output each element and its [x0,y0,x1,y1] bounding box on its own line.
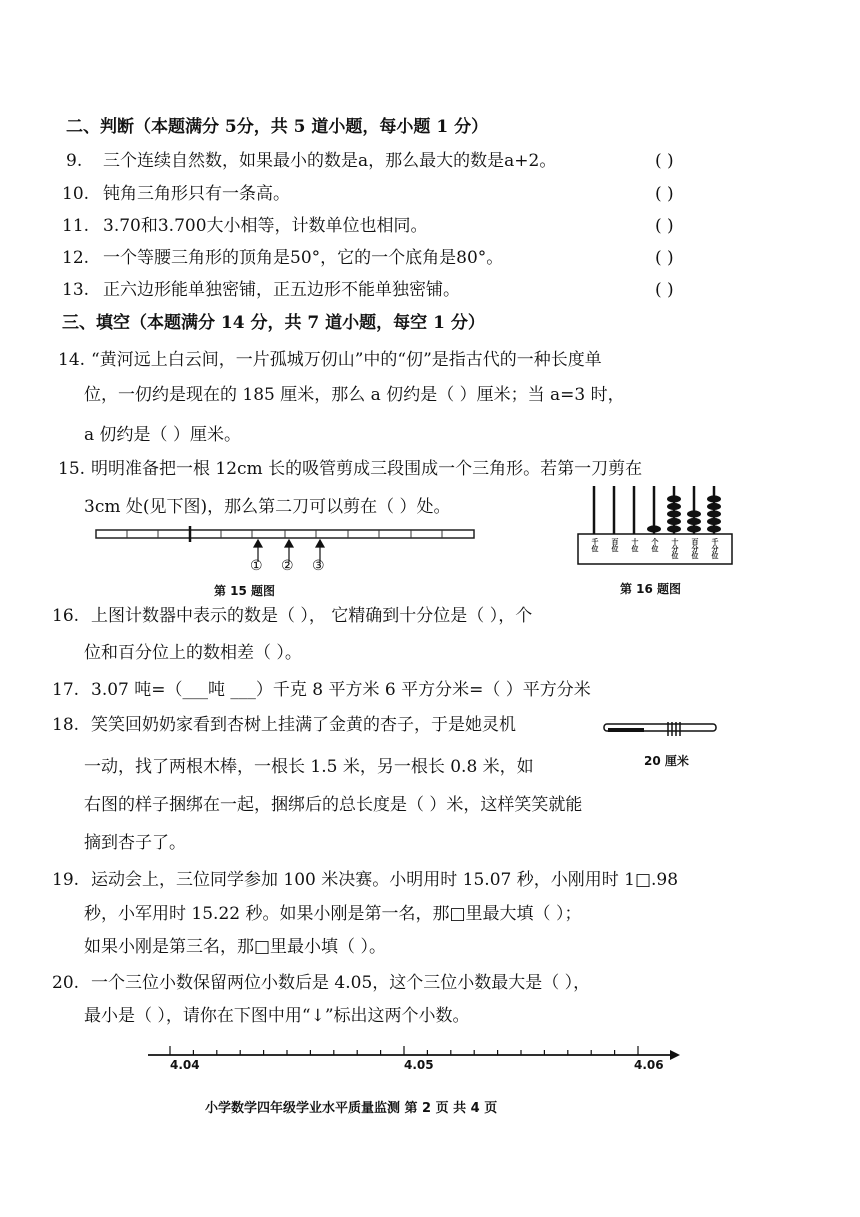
q18-number: 18. [52,715,80,735]
sticks-overlap-label: 20 厘米 [644,754,689,768]
abacus-bead [667,525,681,532]
abacus-bead [707,525,721,532]
abacus-bead [667,518,681,525]
q10-answer-paren[interactable]: ( ) [655,184,674,204]
q15-line2: 3cm 处(见下图)，那么第二刀可以剪在（ ）处。 [84,497,451,517]
abacus-bead [687,518,701,525]
q16-number: 16. [52,606,80,626]
q19-line3: 如果小刚是第三名，那□里最小填（ ）。 [84,937,386,957]
q11-number: 11. [62,216,90,236]
tick-label-4.04: 4.04 [170,1058,200,1072]
straw-marker-2: ② [281,558,294,574]
abacus-bead [707,510,721,517]
abacus-label-thousandths: 千分位 [711,538,719,559]
abacus-bead [667,510,681,517]
q9-answer-paren[interactable]: ( ) [655,151,674,171]
q14-line3: a 仞约是（ ）厘米。 [84,425,241,445]
abacus-label-tens: 十位 [631,538,639,552]
abacus-label-tenths: 十分位 [671,538,679,559]
abacus-bead [707,518,721,525]
q12-text: 一个等腰三角形的顶角是50°，它的一个底角是80°。 [103,248,504,268]
abacus-label-ones: 个位 [651,538,659,552]
abacus-bead [707,503,721,510]
figure-15-caption: 第 15 题图 [214,584,276,598]
q15-number: 15. [58,459,86,479]
section-heading-judgement: 二、判断（本题满分 5分，共 5 道小题，每小题 1 分） [66,117,489,137]
abacus-label-thousands: 千位 [591,538,599,552]
q18-line2: 一动，找了两根木棒，一根长 1.5 米，另一根长 0.8 米，如 [84,757,534,777]
q18-line3: 右图的样子捆绑在一起，捆绑后的总长度是（ ）米，这样笑笑就能 [84,795,583,815]
straw-marker-3: ③ [312,558,325,574]
q11-answer-paren[interactable]: ( ) [655,216,674,236]
abacus-bead [687,525,701,532]
q10-text: 钝角三角形只有一条高。 [103,184,290,204]
q13-answer-paren[interactable]: ( ) [655,280,674,300]
q17-number: 17. [52,680,80,700]
q16-line1: 上图计数器中表示的数是（ ）， 它精确到十分位是（ ），个 [91,606,533,626]
q9-number: 9. [66,151,83,171]
abacus-bead [667,503,681,510]
q19-number: 19. [52,870,80,890]
q9-text: 三个连续自然数，如果最小的数是a，那么最大的数是a+2。 [103,151,557,171]
q14-number: 14. [58,350,86,370]
q20-line2: 最小是（ ），请你在下图中用“↓”标出这两个小数。 [84,1006,470,1026]
abacus-bead [667,495,681,502]
abacus-bead [687,510,701,517]
abacus-label-hundreds: 百位 [611,538,619,552]
q13-text: 正六边形能单独密铺，正五边形不能单独密铺。 [103,280,460,300]
abacus-bead [647,525,661,532]
abacus-bead [707,495,721,502]
q18-line1: 笑笑回奶奶家看到杏树上挂满了金黄的杏子，于是她灵机 [91,715,516,735]
q14-line2: 位，一仞约是现在的 185 厘米，那么 a 仞约是（ ）厘米；当 a=3 时， [84,385,625,405]
q20-number: 20. [52,973,80,993]
sticks-figure [602,720,722,750]
tick-label-4.06: 4.06 [634,1058,664,1072]
q17-text: 3.07 吨=（___吨 ___）千克 8 平方米 6 平方分米=（ ）平方分米 [91,680,591,700]
q11-text: 3.70和3.700大小相等，计数单位也相同。 [103,216,428,236]
section-heading-fill-in: 三、填空（本题满分 14 分，共 7 道小题，每空 1 分） [62,313,485,333]
q12-number: 12. [62,248,90,268]
q15-line1: 明明准备把一根 12cm 长的吸管剪成三段围成一个三角形。若第一刀剪在 [91,459,643,479]
q19-line2: 秒，小军用时 15.22 秒。如果小刚是第一名，那□里最大填（ ）； [84,904,582,924]
abacus-figure [576,484,736,574]
q18-line4: 摘到杏子了。 [84,833,186,853]
q16-line2: 位和百分位上的数相差（ ）。 [84,643,302,663]
q19-line1: 运动会上，三位同学参加 100 米决赛。小明用时 15.07 秒，小刚用时 1□.98 [91,870,679,890]
page-footer: 小学数学四年级学业水平质量监测 第 2 页 共 4 页 [205,1101,498,1116]
q14-line1: “黄河远上白云间，一片孤城万仞山”中的“仞”是指古代的一种长度单 [91,350,602,370]
q20-line1: 一个三位小数保留两位小数后是 4.05，这个三位小数最大是（ ）， [91,973,591,993]
q12-answer-paren[interactable]: ( ) [655,248,674,268]
tick-label-4.05: 4.05 [404,1058,434,1072]
straw-marker-1: ① [250,558,263,574]
q10-number: 10. [62,184,90,204]
abacus-label-hundredths: 百分位 [691,538,699,559]
figure-16-caption: 第 16 题图 [620,582,682,596]
q13-number: 13. [62,280,90,300]
